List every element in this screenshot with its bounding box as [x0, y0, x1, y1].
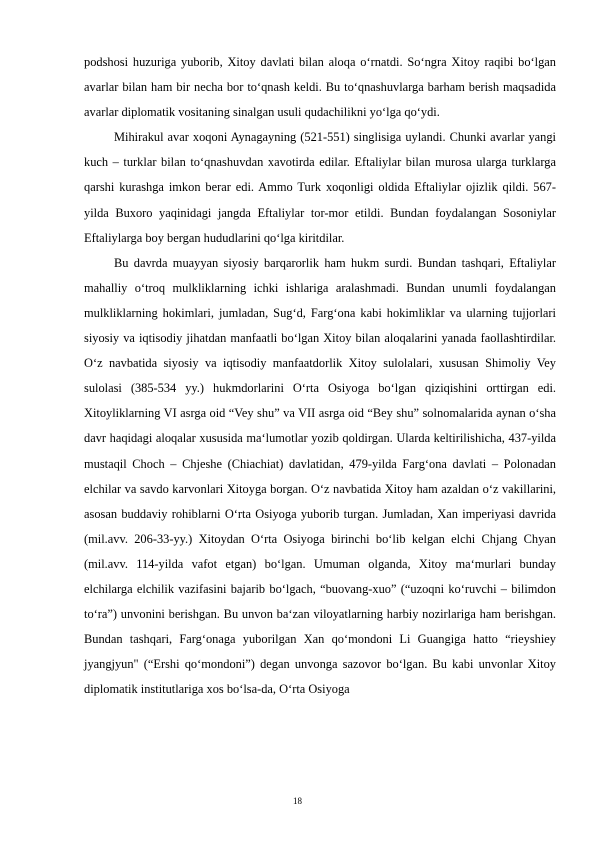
- document-page: [84, 50, 556, 702]
- page-number: 18: [293, 796, 302, 806]
- paragraph-stability: Bu davrda muayyan siyosiy barqarorlik ham hukm surdi. Bundan tashqari, Eftaliylar mahalliy o‘troq mulkliklarning ichki ishlariga aralashmadi. Bundan unumli foydalangan mulkliklarning hokimlari, jumladan, Sug‘d, Farg‘ona kabi hokimliklar va ularning tujjorlari siyosiy va iqtisodiy jihatdan manfaatli bo‘lgan Xitoy bilan aloqalarini yanada faollashtirdilar. O‘z navbatida siyosiy va iqtisodiy manfaatdorlik Xitoy sulolalari, xususan Shimoliy Vey sulolasi (385-534 yy.) hukmdorlarini O‘rta Osiyoga bo‘lgan qiziqishini orttirgan edi. Xitoyliklarning VI asrga oid “Vey shu” va VII asrga oid “Bey shu” solnomalarida aynan o‘sha davr haqidagi aloqalar xususida ma‘lumotlar yozib qoldirgan. Ularda keltirilishicha, 437-yilda mustaqil Choch – Chjeshe (Chiachiat) davlatidan, 479-yilda Farg‘ona davlati – Polonadan elchilar va savdo karvonlari Xitoyga borgan. O‘z navbatida Xitoy ham azaldan o‘z vakillarini, asosan buddaviy rohiblarni O‘rta Osiyoga yuborib turgan. Jumladan, Xan imperiyasi davrida (mil.avv. 206-33-yy.) Xitoydan O‘rta Osiyoga birinchi bo‘lib kelgan elchi Chjang Chyan (mil.avv. 114-yilda vafot etgan) bo‘lgan. Umuman olganda, Xitoy ma‘murlari bunday elchilarga elchilik vazifasini bajarib bo‘lgach, “buovang-xuo” (“uzoqni ko‘ruvchi – bilimdon to‘ra”) unvonini berishgan. Bu unvon ba‘zan viloyatlarning harbiy nozirlariga ham berishgan. Bundan tashqari, Farg‘onaga yuborilgan Xan qo‘mondoni Li Guangiga hatto “rieyshiey jyangjyun" (“Ershi qo‘mondoni”) degan unvonga sazovor bo‘lgan. Bu kabi unvonlar Xitoy diplomatik institutlariga xos bo‘lsa-da, O‘rta Osiyoga: [84, 255, 556, 697]
- paragraph-mihirakul: Mihirakul avar xoqoni Aynagayning (521-551) singlisiga uylandi. Chunki avarlar yangi kuch – turklar bilan to‘qnashuvdan xavotirda edilar. Eftaliylar bilan murosa ularga turklarga qarshi kurashga imkon berar edi. Ammo Turk xoqonligi oldida Eftaliylar ojizlik qildi. 567-yilda Buxoro yaqinidagi jangda Eftaliylar tor-mor etildi. Bundan foydalangan Sosoniylar Eftaliylarga boy bergan hududlarini qo‘lga kiritdilar.: [84, 130, 556, 245]
- paragraph-continuation: podshosi huzuriga yuborib, Xitoy davlati bilan aloqa o‘rnatdi. So‘ngra Xitoy raqibi bo‘lgan avarlar bilan ham bir necha bor to‘qnash keldi. Bu to‘qnashuvlarga barham berish maqsadida avarlar diplomatik vositaning sinalgan usuli qudachilikni yo‘lga qo‘ydi.: [84, 55, 556, 120]
